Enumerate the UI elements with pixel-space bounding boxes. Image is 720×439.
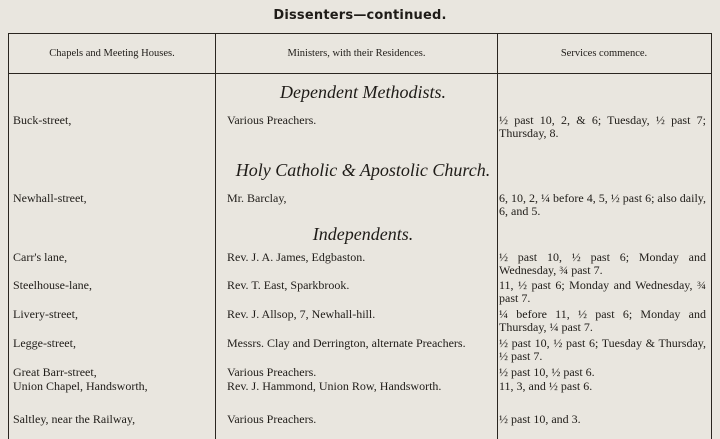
chapel-name: Carr's lane,: [13, 250, 68, 264]
minister-name: Rev. J. Hammond, Union Row, Handsworth.: [227, 379, 442, 393]
chapel-name: Union Chapel, Handsworth,: [13, 379, 148, 393]
service-times: 11, 3, and ½ past 6.: [499, 379, 593, 393]
table-frame: [8, 33, 712, 439]
chapel-name: Saltley, near the Railway,: [13, 412, 136, 426]
chapel-name: Livery-street,: [13, 307, 78, 321]
minister-name: Rev. J. Allsop, 7, Newhall-hill.: [227, 307, 376, 321]
header-services: Services commence.: [560, 48, 648, 59]
minister-name: Various Preachers.: [227, 113, 317, 127]
header-chapels: Chapels and Meeting Houses.: [49, 48, 175, 59]
header-rule: [9, 73, 711, 74]
service-times: 6, 10, 2, ¼ before 4, 5, ½ past 6; also daily, 6, and 5.: [499, 191, 706, 218]
minister-name: Messrs. Clay and Derrington, alternate Preachers.: [227, 336, 466, 350]
chapel-name: Great Barr-street,: [13, 365, 97, 379]
chapel-name: Steelhouse-lane,: [13, 278, 92, 292]
header-ministers: Ministers, with their Residences.: [287, 48, 426, 59]
minister-name: Various Preachers.: [227, 412, 317, 426]
minister-name: Rev. J. A. James, Edgbaston.: [227, 250, 366, 264]
chapel-name: Buck-street,: [13, 113, 72, 127]
service-times: ½ past 10, ½ past 6; Monday and Wednesday, ¾ past 7.: [499, 250, 706, 277]
page-title: Dissenters—continued.: [273, 8, 447, 23]
service-times: ½ past 10, and 3.: [499, 412, 581, 426]
service-times: ½ past 10, ½ past 6; Tuesday & Thursday, ½ past 7.: [499, 336, 706, 363]
minister-name: Mr. Barclay,: [227, 191, 287, 205]
service-times: ½ past 10, ½ past 6.: [499, 365, 595, 379]
section-heading: Independents.: [312, 224, 414, 244]
chapel-name: Newhall-street,: [13, 191, 87, 205]
service-times: ¼ before 11, ½ past 6; Monday and Thursday, ¼ past 7.: [499, 307, 706, 334]
chapel-name: Legge-street,: [13, 336, 76, 350]
minister-name: Rev. T. East, Sparkbrook.: [227, 278, 350, 292]
section-heading: Dependent Methodists.: [280, 82, 446, 102]
service-times: ½ past 10, 2, & 6; Tuesday, ½ past 7; Thursday, 8.: [499, 113, 706, 140]
service-times: 11, ½ past 6; Monday and Wednesday, ¾ past 7.: [499, 278, 706, 305]
column-divider: [215, 34, 216, 439]
minister-name: Various Preachers.: [227, 365, 317, 379]
section-heading: Holy Catholic & Apostolic Church.: [235, 160, 491, 180]
